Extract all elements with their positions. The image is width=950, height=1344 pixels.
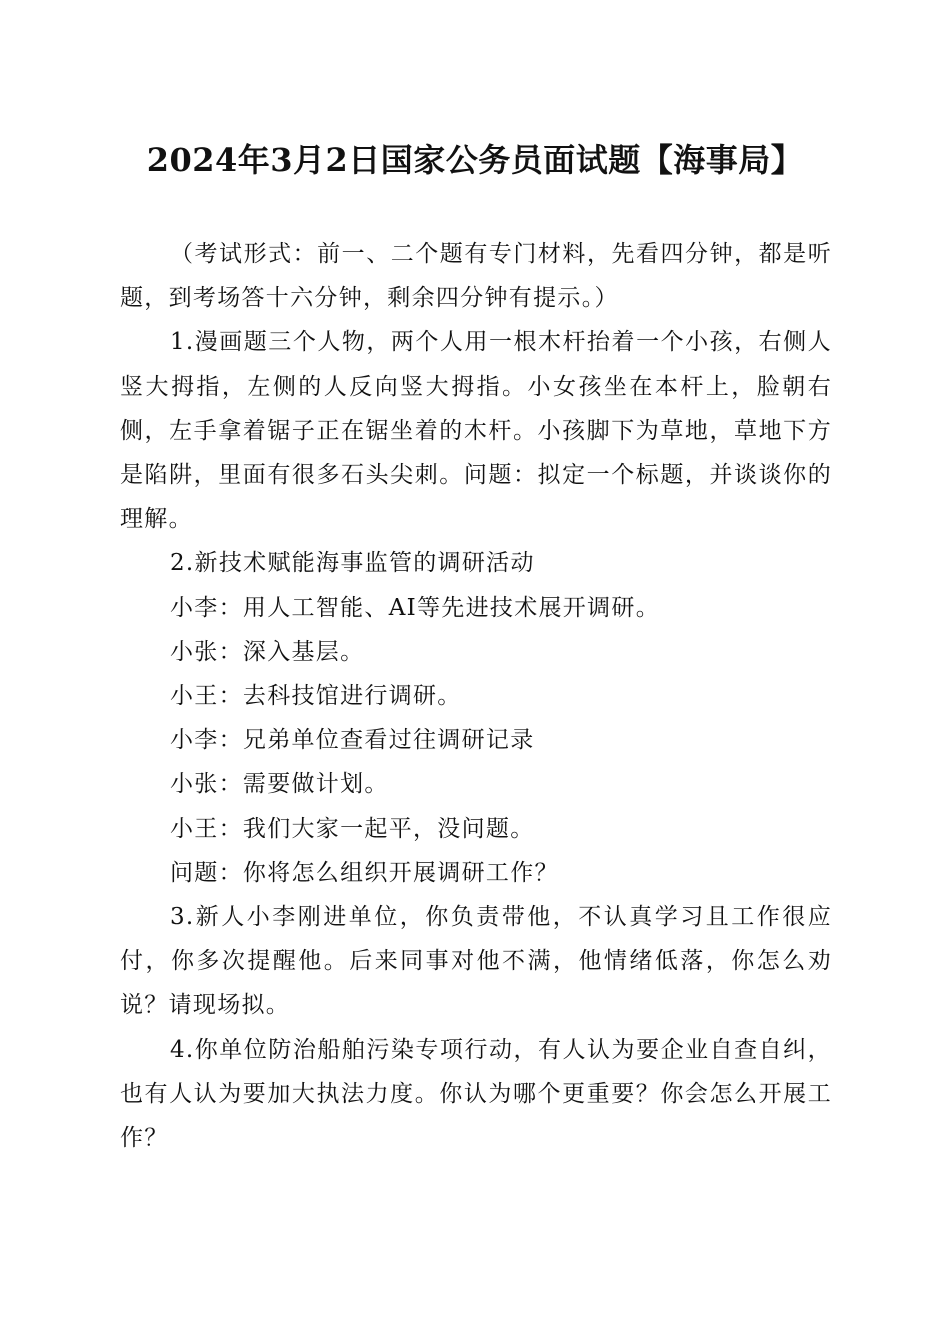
dialogue-line: 小张：深入基层。 xyxy=(170,638,365,665)
exam-format-note: （考试形式：前一、二个题有专门材料，先看四分钟，都是听题，到考场答十六分钟，剩余四分钟有提示。） xyxy=(120,241,832,312)
dialogue-line: 小王：我们大家一起平，没问题。 xyxy=(170,815,535,842)
document-body xyxy=(120,232,832,1160)
dialogue-line: 小李：用人工智能、AI等先进技术展开调研。 xyxy=(170,594,660,621)
question-2-heading: 2.新技术赋能海事监管的调研活动 xyxy=(170,550,535,577)
question-3: 3.新人小李刚进单位，你负责带他，不认真学习且工作很应付，你多次提醒他。后来同事对他不满，他情绪低落，你怎么劝说？请现场拟。 xyxy=(120,904,832,1019)
document-title: 2024年3月2日国家公务员面试题【海事局】 xyxy=(146,141,804,179)
dialogue-line: 小张：需要做计划。 xyxy=(170,771,389,798)
dialogue-line: 小李：兄弟单位查看过往调研记录 xyxy=(170,727,535,754)
question-4: 4.你单位防治船舶污染专项行动，有人认为要企业自查自纠，也有人认为要加大执法力度。你认为哪个更重要？你会怎么开展工作？ xyxy=(120,1036,832,1152)
question-2-prompt: 问题：你将怎么组织开展调研工作？ xyxy=(170,859,559,886)
dialogue-line: 小王：去科技馆进行调研。 xyxy=(170,683,462,710)
question-1: 1.漫画题三个人物，两个人用一根木杆抬着一个小孩，右侧人竖大拇指，左侧的人反向竖大拇指。小女孩坐在本杆上，脸朝右侧，左手拿着锯子正在锯坐着的木杆。小孩脚下为草地，草地下方是陷阱，里面有很多石头尖刺。问题：拟定一个标题，并谈谈你的理解。 xyxy=(120,329,832,533)
